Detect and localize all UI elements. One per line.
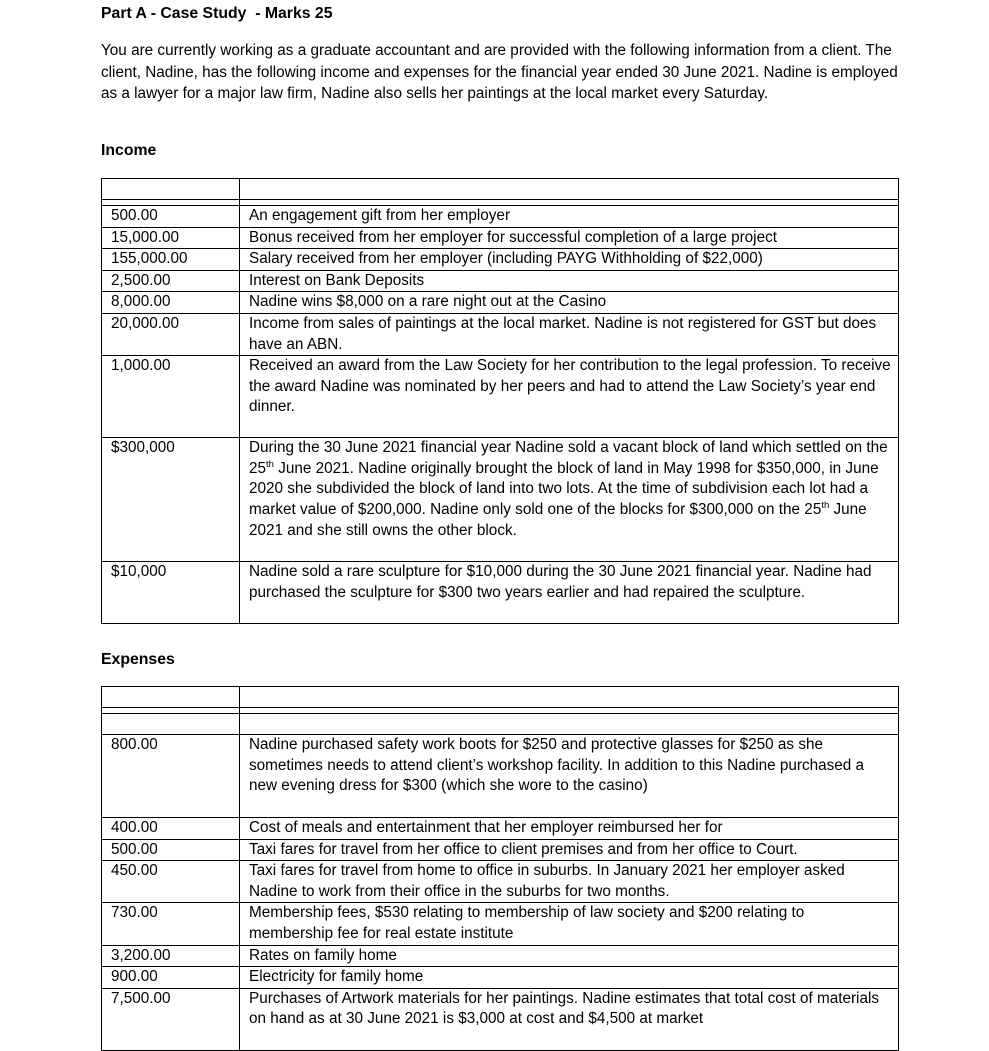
- table-blank-row: [102, 714, 899, 735]
- income-description: Nadine wins $8,000 on a rare night out at the Casino: [249, 293, 607, 311]
- income-amount: $10,000: [111, 563, 167, 581]
- expense-description: Membership fees, $530 relating to membership of law society and $200 relating to membership fee for real estate institute: [249, 904, 805, 942]
- description-header-cell: [240, 687, 899, 708]
- table-row: [102, 438, 899, 562]
- income-amount: 20,000.00: [111, 314, 180, 332]
- income-amount: 500.00: [111, 207, 158, 224]
- income-amount: 15,000.00: [111, 228, 180, 246]
- table-row: [102, 839, 899, 861]
- income-description: Nadine sold a rare sculpture for $10,000 during the 30 June 2021 financial year. Nadine had purchased the sculpture for $300 two years earlier and had repaired the sculpture.: [249, 563, 872, 601]
- table-row: [102, 562, 899, 624]
- income-amount: 1,000.00: [111, 357, 171, 375]
- expense-amount: 900.00: [111, 968, 158, 986]
- income-amount: $300,000: [111, 439, 175, 457]
- expense-amount: 800.00: [111, 736, 158, 753]
- table-row: [102, 861, 899, 903]
- expense-description: Nadine purchased safety work boots for $250 and protective glasses for $250 as she sometimes needs to attend client’s workshop facility. In addition to this Nadine purchased a new evening dress for $300 (which she wore to the casino): [249, 736, 865, 795]
- expenses-table: [101, 686, 899, 1051]
- expense-amount: 500.00: [111, 840, 158, 858]
- table-row: [102, 967, 899, 989]
- table-row: [102, 249, 899, 271]
- expense-description: Electricity for family home: [249, 968, 424, 986]
- page-title: Part A - Case Study - Marks 25: [101, 5, 333, 22]
- table-row: [102, 206, 899, 228]
- income-description: Income from sales of paintings at the local market. Nadine is not registered for GST but does have an ABN.: [249, 314, 877, 353]
- table-row: [102, 270, 899, 292]
- table-header-row: [102, 687, 899, 708]
- table-row: [102, 903, 899, 945]
- income-table: [101, 178, 899, 624]
- table-row: [102, 292, 899, 314]
- income-amount: 8,000.00: [111, 293, 171, 311]
- expense-description: Taxi fares for travel from home to office in suburbs. In January 2021 her employer asked Nadine to work from their office in the suburbs for two months.: [249, 862, 845, 900]
- income-amount: 155,000.00: [111, 250, 188, 268]
- amount-header-cell: [102, 687, 240, 708]
- expense-amount: 3,200.00: [111, 946, 171, 964]
- table-row: [102, 735, 899, 818]
- income-description: During the 30 June 2021 financial year Nadine sold a vacant block of land which settled on the 25th June 2021. Nadine originally brought the block of land in May 1998 for $350,000, in June 2020 she subdivided the block of land into two lots. At the time of subdivision each lot had a market value of $200,000. Nadine only sold one of the blocks for $300,000 on the 25th June 2021 and she still owns the other block.: [249, 439, 888, 539]
- income-description: Received an award from the Law Society for her contribution to the legal profession. To receive the award Nadine was nominated by her peers and had to attend the Law Society’s year end dinner.: [249, 357, 891, 416]
- expense-amount: 450.00: [111, 862, 158, 880]
- description-header-cell: [240, 179, 899, 200]
- table-row: [102, 945, 899, 967]
- table-row: [102, 988, 899, 1050]
- table-row: [102, 227, 899, 249]
- table-row: [102, 313, 899, 355]
- income-description: Bonus received from her employer for successful completion of a large project: [249, 228, 777, 246]
- table-header-row: [102, 179, 899, 200]
- amount-header-cell: [102, 179, 240, 200]
- income-heading: Income: [101, 142, 157, 159]
- income-description: Salary received from her employer (including PAYG Withholding of $22,000): [249, 250, 763, 268]
- expense-description: Taxi fares for travel from her office to client premises and from her office to Court.: [249, 840, 798, 858]
- income-description: Interest on Bank Deposits: [249, 271, 425, 289]
- expense-description: Cost of meals and entertainment that her employer reimbursed her for: [249, 819, 723, 836]
- expense-description: Purchases of Artwork materials for her paintings. Nadine estimates that total cost of materials on hand as at 30 June 2021 is $3,000 at cost and $4,500 at market: [249, 989, 880, 1028]
- income-description: An engagement gift from her employer: [249, 207, 511, 224]
- expense-amount: 400.00: [111, 819, 158, 836]
- expense-description: Rates on family home: [249, 946, 397, 964]
- table-row: [102, 356, 899, 438]
- expense-amount: 730.00: [111, 904, 158, 922]
- intro-paragraph: You are currently working as a graduate accountant and are provided with the following information from a client. The client, Nadine, has the following income and expenses for the financial year ended 30 June 2021. Nadine is employed as a lawyer for a major law firm, Nadine also sells her paintings at the local market every Saturday.: [101, 42, 898, 102]
- expense-amount: 7,500.00: [111, 989, 171, 1007]
- income-amount: 2,500.00: [111, 271, 171, 289]
- table-row: [102, 818, 899, 840]
- expenses-heading: Expenses: [101, 651, 175, 668]
